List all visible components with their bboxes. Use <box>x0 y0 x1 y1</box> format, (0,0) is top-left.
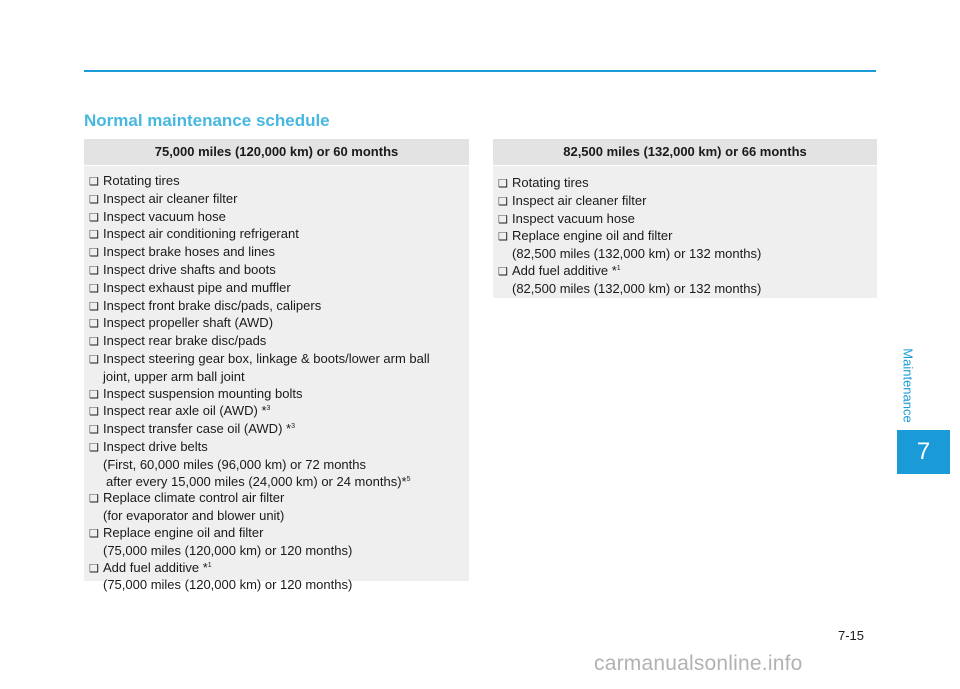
checklist-item <box>89 262 469 280</box>
header-rule <box>84 70 876 72</box>
checklist-item-text: Inspect vacuum hose <box>103 208 226 224</box>
watermark: carmanualsonline.info <box>594 652 803 675</box>
checklist-item <box>498 211 877 229</box>
checklist-item-detail: (82,500 miles (132,000 km) or 132 months) <box>512 246 762 262</box>
checkbox-icon: ❑ <box>89 176 99 188</box>
checkbox-icon: ❑ <box>498 265 508 278</box>
checklist-item <box>498 175 877 193</box>
checklist-item-text: Replace engine oil and filter <box>103 524 264 540</box>
section-side-label <box>897 340 919 430</box>
checklist-item <box>89 191 469 209</box>
checklist-item <box>89 315 469 333</box>
checklist-item-detail: (82,500 miles (132,000 km) or 132 months) <box>512 280 762 296</box>
checklist-item-text: Inspect transfer case oil (AWD) * <box>103 421 292 437</box>
checkbox-icon: ❑ <box>89 353 99 366</box>
checklist-item-text: Inspect front brake disc/pads, calipers <box>103 297 322 313</box>
checklist-item-detail <box>89 474 469 491</box>
checkbox-icon: ❑ <box>89 388 99 401</box>
checklist-item <box>89 560 469 595</box>
schedule-box-header: 75,000 miles (120,000 km) or 60 months <box>84 139 469 166</box>
checklist-item-text: Inspect air conditioning refrigerant <box>103 226 299 242</box>
checklist-item <box>89 421 469 439</box>
schedule-item-list <box>493 166 877 298</box>
checklist-item <box>89 209 469 227</box>
checklist-item-text: Rotating tires <box>103 173 180 188</box>
checklist-item-detail: (75,000 miles (120,000 km) or 120 months) <box>103 577 353 593</box>
footnote-marker: 3 <box>266 405 271 413</box>
checklist-item-text: Inspect drive belts <box>103 438 208 454</box>
checklist-item <box>89 525 469 560</box>
checklist-item <box>89 351 469 386</box>
checklist-item-text: Inspect steering gear box, linkage & boots/lower arm ball <box>103 350 430 366</box>
checklist-item-detail: (75,000 miles (120,000 km) or 120 months) <box>103 542 353 558</box>
checklist-item-detail-text: after every 15,000 miles (24,000 km) or 24 months)* <box>106 473 407 489</box>
checklist-item <box>89 386 469 404</box>
checkbox-icon: ❑ <box>89 441 99 454</box>
checklist-item-detail: (for evaporator and blower unit) <box>103 508 285 524</box>
checkbox-icon: ❑ <box>89 282 99 295</box>
chapter-tab: 7 <box>897 430 950 474</box>
schedule-box-header: 82,500 miles (132,000 km) or 66 months <box>493 139 877 166</box>
checklist-item-text: Inspect vacuum hose <box>512 210 635 226</box>
page-title: Normal maintenance schedule <box>84 111 330 130</box>
checklist-item-text: Inspect air cleaner filter <box>103 190 238 206</box>
checklist-item-detail: joint, upper arm ball joint <box>103 368 245 384</box>
checklist-item-text: Replace engine oil and filter <box>512 228 673 244</box>
checklist-item <box>89 298 469 316</box>
checkbox-icon: ❑ <box>89 229 99 242</box>
checkbox-icon: ❑ <box>89 562 99 575</box>
checkbox-icon: ❑ <box>89 300 99 313</box>
checkbox-icon: ❑ <box>89 406 99 419</box>
checkbox-icon: ❑ <box>89 527 99 540</box>
checklist-item <box>498 228 877 263</box>
checklist-item <box>89 173 469 191</box>
checklist-item-detail: (First, 60,000 miles (96,000 km) or 72 months <box>103 456 366 472</box>
checkbox-icon: ❑ <box>498 231 508 244</box>
section-side-label-text: Maintenance <box>900 347 916 423</box>
checklist-item <box>498 263 877 298</box>
checklist-item-text: Add fuel additive * <box>103 559 208 575</box>
checkbox-icon: ❑ <box>89 193 99 206</box>
checkbox-icon: ❑ <box>89 493 99 506</box>
checklist-item <box>89 490 469 525</box>
checklist-item <box>89 226 469 244</box>
schedule-box-75000 <box>84 139 469 593</box>
footnote-marker: 5 <box>406 475 411 483</box>
checklist-item-text: Replace climate control air filter <box>103 490 285 506</box>
checklist-item <box>89 439 469 490</box>
checklist-item-text: Inspect rear brake disc/pads <box>103 333 267 349</box>
footnote-marker: 1 <box>616 264 621 272</box>
checklist-item-text: Inspect suspension mounting bolts <box>103 385 303 401</box>
checklist-item-text: Inspect rear axle oil (AWD) * <box>103 403 267 419</box>
checkbox-icon: ❑ <box>89 318 99 331</box>
checklist-item-text: Inspect air cleaner filter <box>512 192 647 208</box>
checkbox-icon: ❑ <box>498 195 508 208</box>
checkbox-icon: ❑ <box>89 424 99 437</box>
checkbox-icon: ❑ <box>89 264 99 277</box>
checkbox-icon: ❑ <box>89 247 99 260</box>
checklist-item <box>498 193 877 211</box>
checklist-item <box>89 403 469 421</box>
checklist-item-text: Add fuel additive * <box>512 262 617 278</box>
checklist-item-text: Inspect drive shafts and boots <box>103 261 276 277</box>
footnote-marker: 3 <box>291 423 295 431</box>
footnote-marker: 1 <box>207 561 212 569</box>
checkbox-icon: ❑ <box>498 213 508 226</box>
checklist-item <box>89 280 469 298</box>
checkbox-icon: ❑ <box>89 336 99 349</box>
page-number: 7-15 <box>838 628 865 643</box>
schedule-box-82500 <box>493 139 877 298</box>
checkbox-icon: ❑ <box>89 211 99 224</box>
checklist-item-text: Rotating tires <box>512 175 589 190</box>
checklist-item-text: Inspect exhaust pipe and muffler <box>103 279 291 295</box>
schedule-item-list <box>84 166 469 594</box>
checklist-item <box>89 333 469 351</box>
checklist-item-text: Inspect brake hoses and lines <box>103 244 275 260</box>
checklist-item-text: Inspect propeller shaft (AWD) <box>103 315 274 331</box>
checklist-item <box>89 244 469 262</box>
checkbox-icon: ❑ <box>498 178 508 190</box>
